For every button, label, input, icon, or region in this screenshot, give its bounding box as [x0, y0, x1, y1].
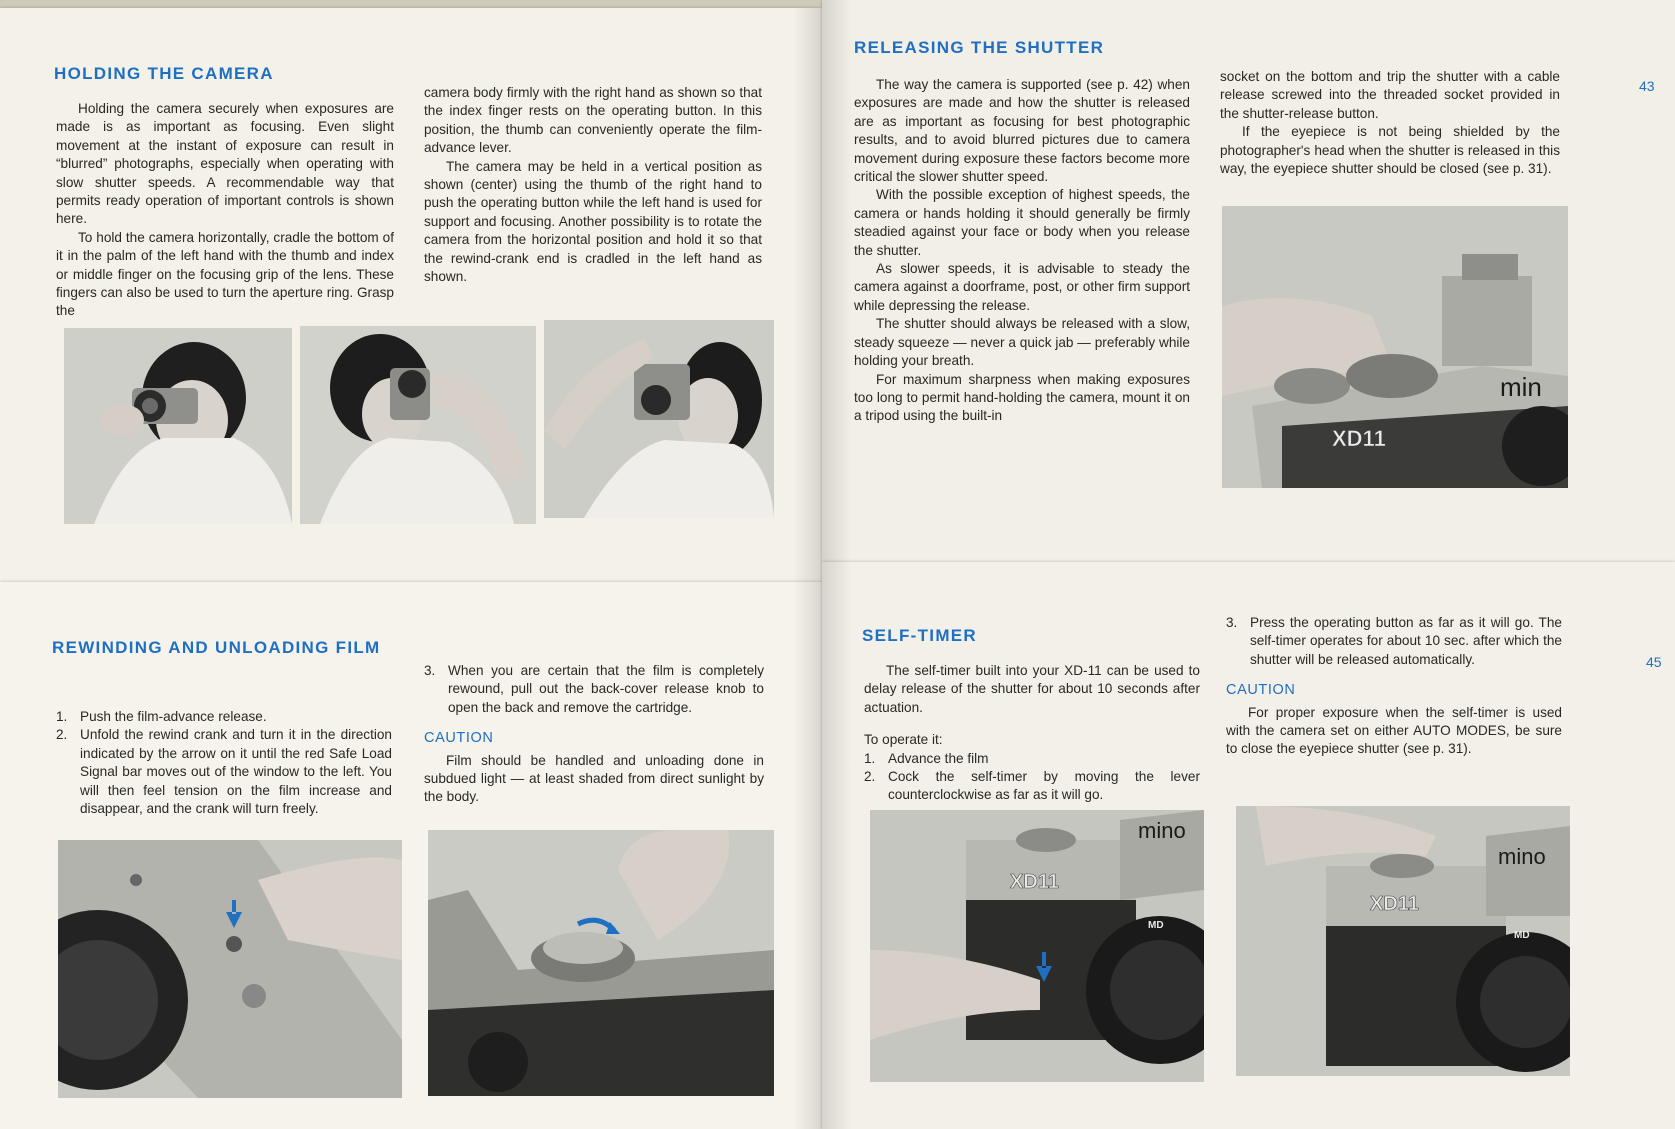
list-item: 2. Cock the self-timer by moving the lever counterclockwise as far as it will go. — [864, 769, 1200, 803]
steps-list — [56, 708, 392, 818]
steps-list — [1226, 614, 1562, 669]
photo-label-model: XD11 — [1010, 871, 1059, 893]
page-43 — [822, 0, 1675, 562]
caution-text: Film should be handled and unloading done in subdued light — at least shaded from direct sunlight by the body. — [424, 752, 764, 805]
paragraph: If the eyepiece is not being shielded by the photographer's head when the shutter is released in this way, the eyepiece shutter should be closed (see p. 31). — [1220, 124, 1560, 177]
paragraph: socket on the bottom and trip the shutter with a cable release screwed into the threaded socket provided in the shutter-release button. — [1220, 69, 1560, 121]
photo-label-mount: MD — [1148, 920, 1164, 931]
photo-operating-button — [1236, 806, 1570, 1076]
steps-column — [56, 708, 392, 818]
paragraph: To hold the camera horizontally, cradle the bottom of it in the palm of the left hand with the thumb and index or middle finger on the focusing grip of the lens. These fingers can also be used to turn the aperture ring. Grasp the — [56, 229, 394, 319]
paragraph: For maximum sharpness when making exposures too long to permit hand-holding the camera, mount it on a tripod using the built-in — [854, 371, 1190, 424]
section-heading-rewinding: REWINDING AND UNLOADING FILM — [52, 638, 381, 657]
text-column-1 — [864, 662, 1200, 805]
to-operate-label: To operate it: — [864, 732, 943, 748]
page-45 — [822, 562, 1675, 1129]
caution-text: For proper exposure when the self-timer is used with the camera set on either AUTO MODES, be sure to close the eyepiece shutter (see p. 31). — [1226, 704, 1562, 757]
photo-rotated-hold — [544, 320, 774, 518]
list-item: 3. Press the operating button as far as it will go. The self-timer operates for about 10 sec. after which the shutter will be released automatically. — [1226, 615, 1562, 667]
paragraph: camera body firmly with the right hand as shown so that the index finger rests on the operating button. In this position, the thumb can conveniently operate the film-advance lever. — [424, 85, 762, 156]
list-item: 2. Unfold the rewind crank and turn it in the direction indicated by the arrow on it until the red Safe Load Signal bar moves out of the window to the left. You will then feel tension on the film increase and disappear, and the crank will turn freely. — [56, 727, 392, 817]
section-heading-releasing-shutter: RELEASING THE SHUTTER — [854, 38, 1105, 57]
photo-label-brand: mino — [1138, 818, 1186, 843]
photo-label-mount: MD — [1514, 930, 1530, 941]
section-heading-holding-camera: HOLDING THE CAMERA — [54, 64, 274, 83]
paragraph: With the possible exception of highest speeds, the camera or hands holding it should generally be firmly steadied against your face or body when you release the shutter. — [854, 187, 1190, 258]
paragraph: As slower speeds, it is advisable to steady the camera against a doorframe, post, or other firm support while depressing the release. — [854, 261, 1190, 313]
photo-label-brand: min — [1500, 372, 1542, 402]
steps-list — [424, 662, 764, 717]
photo-cable-release — [1222, 206, 1568, 488]
photo-self-timer-lever — [870, 810, 1204, 1082]
photo-horizontal-hold — [64, 328, 292, 524]
paragraph: The self-timer built into your XD-11 can be used to delay release of the shutter for about 10 seconds after actuation. — [864, 663, 1200, 715]
page-44 — [0, 582, 822, 1129]
photo-vertical-hold — [300, 326, 536, 524]
list-item: 1. Advance the film — [864, 750, 989, 766]
photo-label-brand: mino — [1498, 844, 1546, 869]
list-item: 1. Push the film-advance release. — [56, 709, 267, 724]
text-column-2 — [424, 84, 762, 286]
spine-shadow — [792, 8, 822, 582]
text-column-2 — [1220, 68, 1560, 178]
page-number: 43 — [1639, 78, 1655, 94]
steps-list — [864, 750, 1200, 805]
paragraph: Holding the camera securely when exposures are made is as important as focusing. Even slight movement at the instant of exposure can result in “blurred” photographs, especially when operating with slow shutter speeds. A recommendable way that permits ready operation of important controls is shown here. — [56, 101, 394, 227]
step3-column — [424, 662, 764, 807]
caution-label: CAUTION — [1226, 682, 1296, 699]
photo-film-advance-release — [58, 840, 402, 1098]
text-column-1 — [854, 76, 1190, 426]
spine-shadow — [822, 562, 852, 1129]
spine-shadow — [792, 582, 822, 1129]
paragraph: The way the camera is supported (see p. 42) when exposures are made and how the shutter is released are as important as focusing for best photographic results, and to avoid blurred pictures due to camera movement during exposure these factors become more critical the slower shutter speed. — [854, 77, 1190, 185]
photo-label-model: XD11 — [1332, 426, 1386, 451]
photo-rewind-crank — [428, 830, 774, 1096]
page-42 — [0, 8, 822, 582]
caution-label: CAUTION — [424, 730, 494, 747]
paragraph: The camera may be held in a vertical position as shown (center) using the thumb of the right hand to push the operating button while the left hand is used for support and focusing. Another possibility is to rotate the camera from the horizontal position and hold it so that the rewind-crank end is cradled in the left hand as shown. — [424, 158, 762, 285]
spine-shadow — [822, 0, 852, 562]
paragraph: The shutter should always be released with a slow, steady squeeze — never a quick jab — preferably while holding your breath. — [854, 316, 1190, 369]
list-item: 3. When you are certain that the film is completely rewound, pull out the back-cover release knob to open the back and remove the cartridge. — [424, 663, 764, 715]
photo-label-model: XD11 — [1370, 893, 1419, 915]
text-column-1 — [56, 100, 394, 321]
page-number: 45 — [1646, 654, 1662, 670]
text-column-2 — [1226, 614, 1562, 759]
section-heading-self-timer: SELF-TIMER — [862, 626, 977, 645]
